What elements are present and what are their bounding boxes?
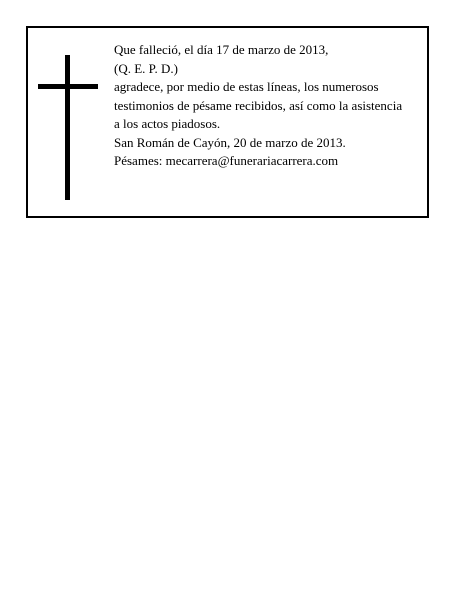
rip-line: (Q. E. P. D.) (114, 60, 178, 76)
death-date-line: Que falleció, el día 17 de marzo de 2013, (114, 42, 329, 57)
cross-horizontal-bar (38, 84, 98, 89)
cross-vertical-bar (65, 55, 70, 200)
obituary-notice (26, 26, 429, 218)
notice-text (114, 41, 419, 171)
place-date-line: San Román de Cayón, 20 de marzo de 2013. (114, 134, 346, 150)
thanks-line-1: agradece, por medio de estas líneas, los numerosos (114, 79, 379, 94)
cross-icon (38, 55, 98, 200)
thanks-line-3: a los actos piadosos. (114, 116, 221, 131)
condolences-email-line: Pésames: mecarrera@funerariacarrera.com (114, 153, 339, 168)
thanks-line-2: testimonios de pésame recibidos, así como la asistencia (114, 97, 403, 113)
